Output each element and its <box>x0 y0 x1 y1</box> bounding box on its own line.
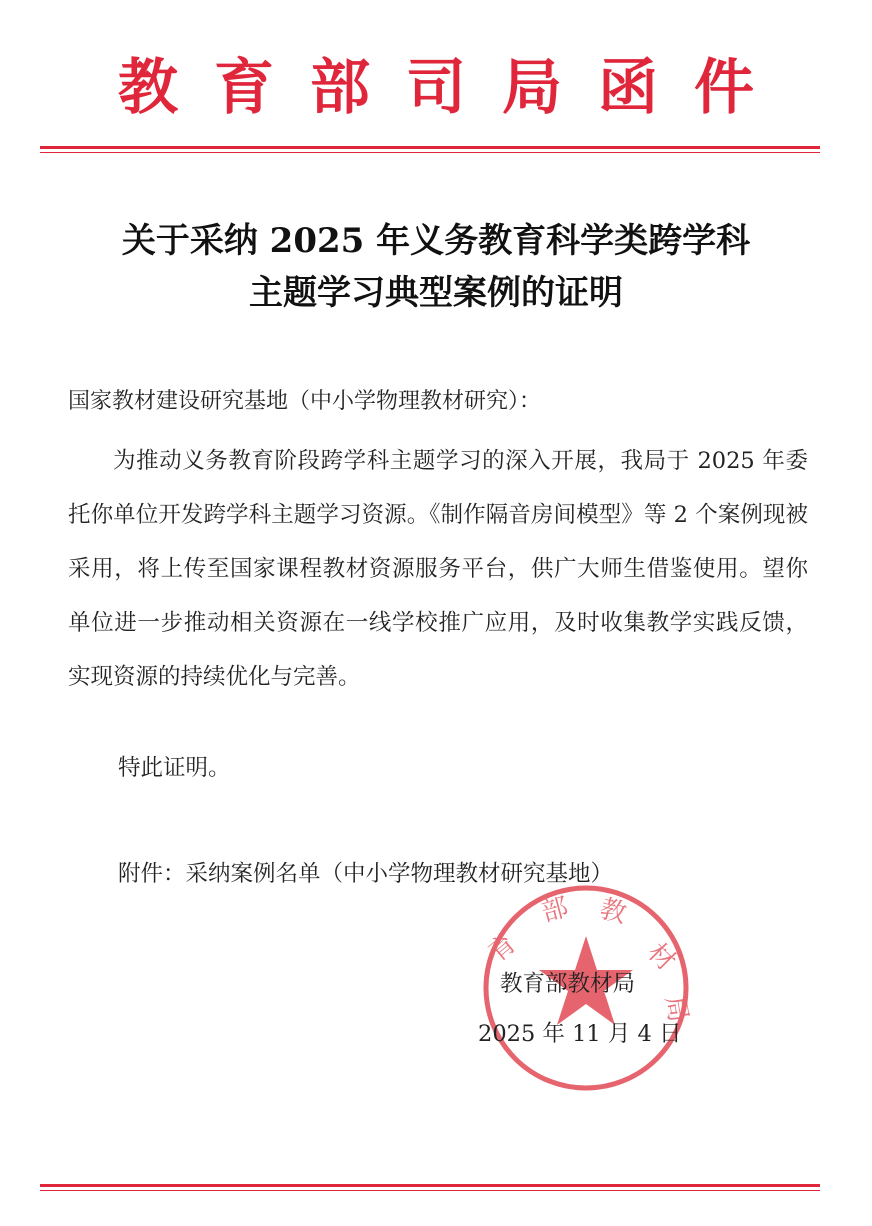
letterhead-rule-top <box>40 146 820 153</box>
closing-text: 特此证明。 <box>118 755 231 781</box>
salutation: 国家教材建设研究基地（中小学物理教材研究）： <box>68 389 542 414</box>
letterhead-title: 教育部司局函件 <box>118 53 790 123</box>
svg-text:教: 教 <box>596 893 630 930</box>
issue-date: 2025 年 11 月 4 日 <box>478 1021 682 1047</box>
svg-text:育: 育 <box>483 928 523 968</box>
issuer-name: 教育部教材局 <box>500 971 636 997</box>
svg-text:材: 材 <box>641 937 682 978</box>
body-paragraph: 为推动义务教育阶段跨学科主题学习的深入开展，我局于 2025 年委托你单位开发跨学科主题学习资源。《制作隔音房间模型》等 2 个案例现被采用，将上传至国家课程教材资源服务平台，供广大师生借鉴使用。望你单位进一步推动相关资源在一线学校推广应用，及时收集教学实践反馈，实现资源的持续优化与完善。 <box>68 448 808 690</box>
letterhead-rule-bottom <box>40 1184 820 1191</box>
document-title-line2: 主题学习典型案例的证明 <box>249 273 623 313</box>
svg-text:局: 局 <box>659 993 694 1025</box>
document-title-line1: 关于采纳 2025 年义务教育科学类跨学科 <box>121 221 751 261</box>
svg-text:部: 部 <box>538 892 572 929</box>
attachment-note: 附件：采纳案例名单（中小学物理教材研究基地） <box>118 861 614 887</box>
